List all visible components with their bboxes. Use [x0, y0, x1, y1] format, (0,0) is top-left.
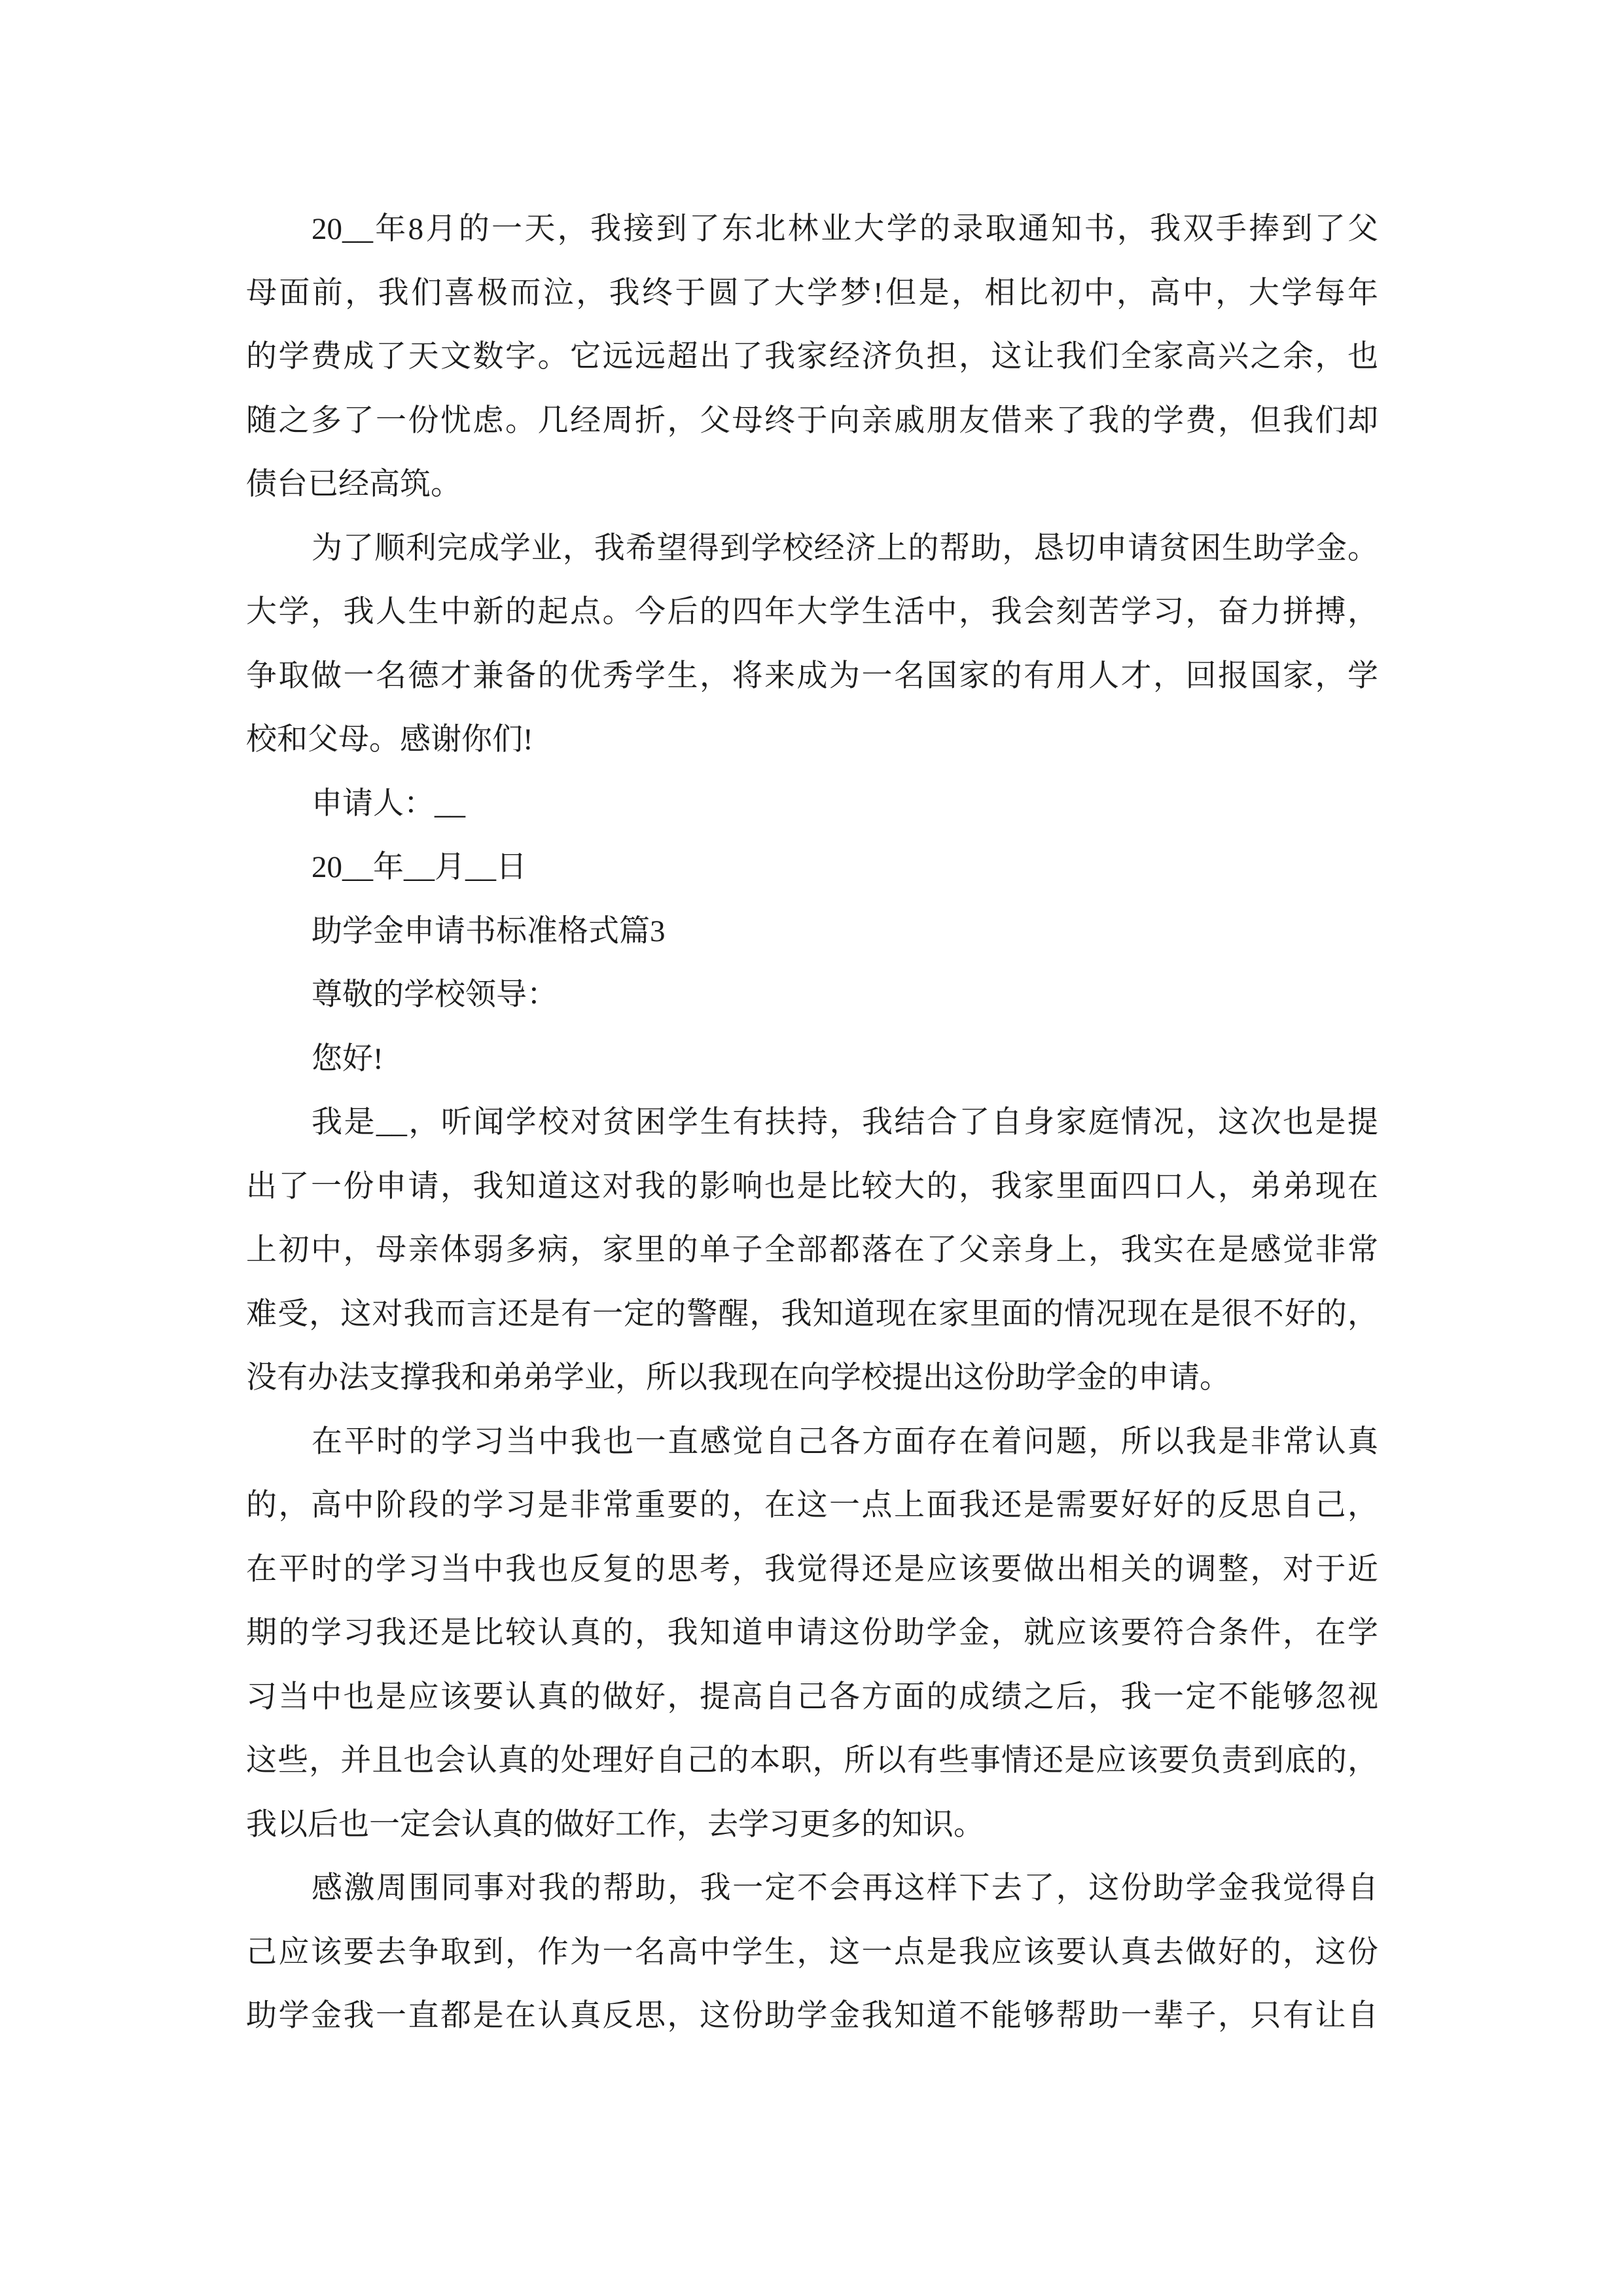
- paragraph-line: 上初中，母亲体弱多病，家里的单子全部都落在了父亲身上，我实在是感觉非常: [246, 1233, 1378, 1267]
- paragraph-line: 我以后也一定会认真的做好工作，去学习更多的知识。: [246, 1807, 984, 1842]
- paragraph-line: 争取做一名德才兼备的优秀学生，将来成为一名国家的有用人才，回报国家，学: [246, 658, 1378, 693]
- paragraph-gratitude: [246, 1857, 1378, 2049]
- paragraph-line: 母面前，我们喜极而泣，我终于圆了大学梦!但是，相比初中，高中，大学每年: [246, 276, 1378, 310]
- paragraph-request: [246, 517, 1378, 772]
- paragraph-line: 大学，我人生中新的起点。今后的四年大学生活中，我会刻苦学习，奋力拼搏，: [246, 595, 1378, 629]
- paragraph-line: 助学金我一直都是在认真反思，这份助学金我知道不能够帮助一辈子，只有让自: [246, 1999, 1378, 2033]
- document-body: [246, 198, 1378, 2049]
- paragraph-line: 的，高中阶段的学习是非常重要的，在这一点上面我还是需要好好的反思自己，: [246, 1488, 1378, 1522]
- paragraph-study-reflection: [246, 1410, 1378, 1857]
- paragraph-line: 感激周围同事对我的帮助，我一定不会再这样下去了，这份助学金我觉得自: [312, 1871, 1378, 1905]
- paragraph-line: 在平时的学习当中我也反复的思考，我觉得还是应该要做出相关的调整，对于近: [246, 1552, 1378, 1587]
- paragraph-line: 20__年8月的一天，我接到了东北林业大学的录取通知书，我双手捧到了父: [312, 212, 1378, 246]
- salutation: 尊敬的学校领导：: [312, 978, 558, 1012]
- paragraph-line: 在平时的学习当中我也一直感觉自己各方面存在着问题，所以我是非常认真: [312, 1424, 1378, 1459]
- paragraph-line: 期的学习我还是比较认真的，我知道申请这份助学金，就应该要符合条件，在学: [246, 1616, 1378, 1650]
- paragraph-line: 债台已经高筑。: [246, 467, 461, 501]
- paragraph-line: 随之多了一份忧虑。几经周折，父母终于向亲戚朋友借来了我的学费，但我们却: [246, 403, 1378, 438]
- greeting: 您好!: [312, 1041, 383, 1076]
- paragraph-line: 这些，并且也会认真的处理好自己的本职，所以有些事情还是应该要负责到底的，: [246, 1744, 1378, 1778]
- paragraph-line: 出了一份申请，我知道这对我的影响也是比较大的，我家里面四口人，弟弟现在: [246, 1169, 1378, 1204]
- paragraph-admission: [246, 198, 1378, 517]
- applicant-signature: 申请人：__: [312, 786, 465, 821]
- paragraph-line: 习当中也是应该要认真的做好，提高自己各方面的成绩之后，我一定不能够忽视: [246, 1679, 1378, 1714]
- paragraph-line: 校和父母。感谢你们!: [246, 723, 533, 757]
- paragraph-line: 为了顺利完成学业，我希望得到学校经济上的帮助，恳切申请贫困生助学金。: [312, 531, 1378, 565]
- signature-date: 20__年__月__日: [312, 850, 527, 884]
- paragraph-line: 的学费成了天文数字。它远远超出了我家经济负担，这让我们全家高兴之余，也: [246, 340, 1378, 374]
- paragraph-line: 己应该要去争取到，作为一名高中学生，这一点是我应该要认真去做好的，这份: [246, 1935, 1378, 1969]
- paragraph-line: 没有办法支撑我和弟弟学业，所以我现在向学校提出这份助学金的申请。: [246, 1361, 1230, 1395]
- paragraph-line: 难受，这对我而言还是有一定的警醒，我知道现在家里面的情况现在是很不好的，: [246, 1297, 1378, 1331]
- paragraph-line: 我是__，听闻学校对贫困学生有扶持，我结合了自身家庭情况，这次也是提: [312, 1105, 1378, 1139]
- section-heading: 助学金申请书标准格式篇3: [312, 914, 666, 948]
- paragraph-family-situation: [246, 1091, 1378, 1410]
